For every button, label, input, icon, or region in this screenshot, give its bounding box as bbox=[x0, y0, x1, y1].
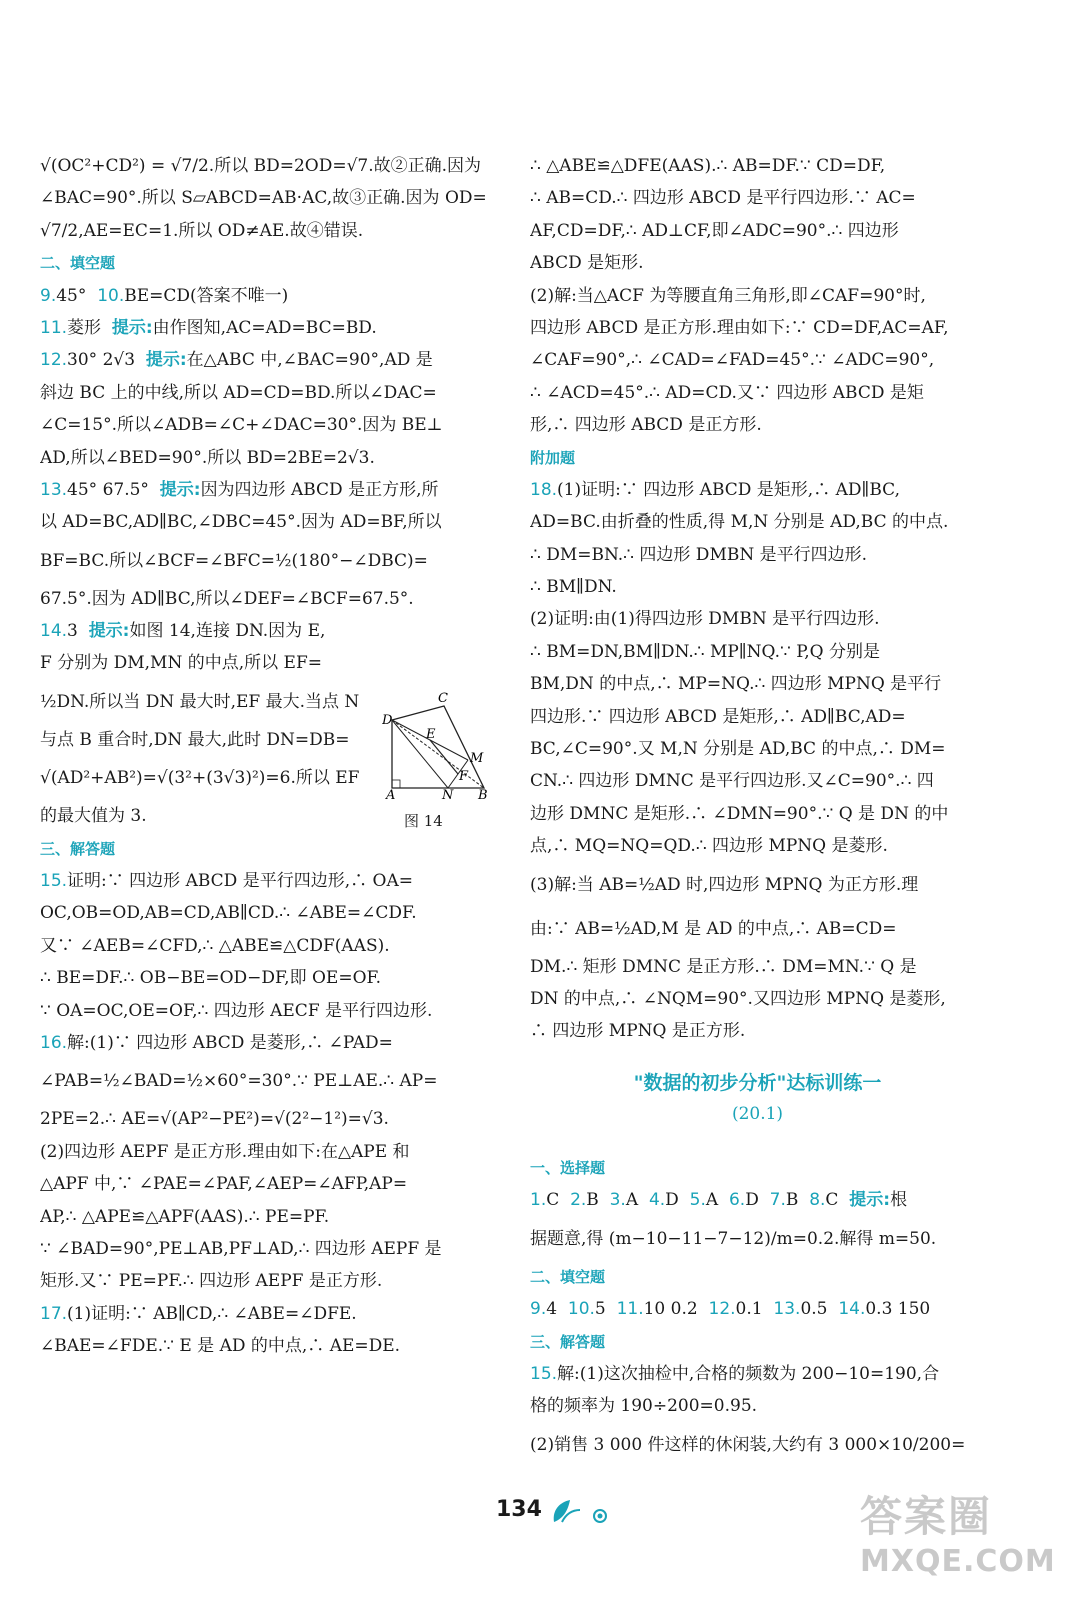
text-line: ∴ AB=CD.∴ 四边形 ABCD 是平行四边形.∵ AC= bbox=[530, 188, 916, 209]
section-heading-choice: 一、选择题 bbox=[530, 1159, 606, 1177]
text-line: BM,DN 的中点,∴ MP=NQ.∴ 四边形 MPNQ 是平行 bbox=[530, 674, 942, 695]
hint-label: 提示: bbox=[111, 317, 153, 338]
question-number: 11. bbox=[616, 1299, 644, 1320]
section-heading-fill: 二、填空题 bbox=[40, 254, 116, 273]
hint-label: 提示: bbox=[159, 479, 201, 500]
text-line: ABCD 是矩形. bbox=[530, 253, 644, 274]
text-line: √(AD²+AB²)=√(3²+(3√3)²)=6.所以 EF bbox=[40, 768, 360, 789]
text-line: △APF 中,∵ ∠PAE=∠PAF,∠AEP=∠AFP,AP= bbox=[40, 1174, 408, 1195]
answer: (1)证明:∵ 四边形 ABCD 是矩形,∴ AD∥BC, bbox=[557, 479, 900, 500]
exercise-answers bbox=[530, 1152, 985, 1467]
answer: 10 0.2 bbox=[643, 1299, 698, 1320]
question-number: 1. bbox=[530, 1190, 547, 1211]
text-line: 点,∴ MQ=NQ=QD.∴ 四边形 MPNQ 是菱形. bbox=[530, 836, 888, 857]
text-line: 由:∵ AB=½AD,M 是 AD 的中点,∴ AB=CD= bbox=[530, 918, 897, 939]
section-heading-solve: 三、解答题 bbox=[40, 839, 116, 858]
answer: (1)证明:∵ AB∥CD,∴ ∠ABE=∠DFE. bbox=[67, 1303, 357, 1324]
watermark-text: 答案圈 bbox=[860, 1492, 993, 1541]
answer: 菱形 bbox=[67, 317, 102, 338]
text-line: AD=BC.由折叠的性质,得 M,N 分别是 AD,BC 的中点. bbox=[530, 512, 949, 533]
answer-q13 bbox=[40, 474, 492, 506]
text-line: F 分别为 DM,MN 的中点,所以 EF= bbox=[40, 653, 322, 674]
text-line: ∴ BM∥DN. bbox=[530, 577, 617, 598]
text-line: ∴ BE=DF.∴ OB−BE=OD−DF,即 OE=OF. bbox=[40, 968, 382, 989]
text-line: BF=BC.所以∠BCF=∠BFC=½(180°−∠DBC)= bbox=[40, 550, 428, 571]
answer: C bbox=[546, 1190, 560, 1211]
text-line: ∵ ∠BAD=90°,PE⊥AB,PF⊥AD,∴ 四边形 AEPF 是 bbox=[40, 1238, 442, 1259]
text-line: ∠BAC=90°.所以 S▱ABCD=AB·AC,故③正确.因为 OD= bbox=[40, 188, 487, 209]
text-line: 以 AD=BC,AD∥BC,∠DBC=45°.因为 AD=BF,所以 bbox=[40, 512, 442, 533]
question-number: 15. bbox=[530, 1363, 558, 1384]
text-line: ∠C=15°.所以∠ADB=∠C+∠DAC=30°.因为 BE⊥ bbox=[40, 415, 443, 436]
label-m: M bbox=[470, 751, 484, 766]
text-line: 的最大值为 3. bbox=[40, 806, 147, 827]
text-line: √(OC²+CD²) = √7/2.所以 BD=2OD=√7.故②正确.因为 bbox=[40, 156, 482, 176]
segment-ef bbox=[430, 740, 458, 774]
text-line: 矩形.又∵ PE=PF.∴ 四边形 AEPF 是正方形. bbox=[40, 1271, 383, 1292]
hint-label: 提示: bbox=[88, 621, 130, 642]
answer: 30° 2√3 bbox=[67, 350, 136, 371]
text-line: 四边形.∵ 四边形 ABCD 是矩形,∴ AD∥BC,AD= bbox=[530, 706, 906, 727]
answer: BE=CD(答案不唯一) bbox=[124, 285, 289, 306]
section-heading-fill: 二、填空题 bbox=[530, 1267, 606, 1286]
text-line: ∴ △ABE≌△DFE(AAS).∴ AB=DF.∵ CD=DF, bbox=[530, 156, 886, 176]
text-line: (2)证明:由(1)得四边形 DMBN 是平行四边形. bbox=[530, 609, 880, 630]
text-line: DM.∴ 矩形 DMNC 是正方形.∴ DM=MN.∵ Q 是 bbox=[530, 956, 917, 977]
answer: 3 bbox=[67, 621, 78, 642]
text-line: (2)四边形 AEPF 是正方形.理由如下:在△APE 和 bbox=[40, 1141, 410, 1162]
answer: 45° 67.5° bbox=[67, 479, 149, 500]
page-number: 134 bbox=[496, 1497, 542, 1522]
figure-14-diagram bbox=[382, 688, 490, 800]
text-line: ∴ 四边形 MPNQ 是正方形. bbox=[530, 1021, 746, 1042]
exercise-subtitle: (20.1) bbox=[731, 1104, 784, 1124]
section-heading-solve: 三、解答题 bbox=[530, 1332, 606, 1351]
label-a: A bbox=[386, 788, 396, 800]
text-line: AD,所以∠BED=90°.所以 BD=2BE=2√3. bbox=[40, 447, 375, 468]
text-line: 形,∴ 四边形 ABCD 是正方形. bbox=[530, 415, 762, 436]
answer: 证明:∵ 四边形 ABCD 是平行四边形,∴ OA= bbox=[67, 871, 413, 892]
question-number: 10. bbox=[567, 1299, 595, 1320]
label-e: E bbox=[426, 727, 436, 742]
text-line: OC,OB=OD,AB=CD,AB∥CD.∴ ∠ABE=∠CDF. bbox=[40, 903, 417, 924]
answer-q15 bbox=[530, 1358, 985, 1390]
label-n: N bbox=[442, 788, 454, 800]
hint-label: 提示: bbox=[849, 1190, 891, 1211]
right-angle-mark bbox=[392, 780, 400, 788]
question-number: 6. bbox=[728, 1190, 746, 1211]
answer: B bbox=[785, 1190, 799, 1211]
text-line: √7/2,AE=EC=1.所以 OD≠AE.故④错误. bbox=[40, 220, 364, 241]
answer: B bbox=[586, 1190, 599, 1211]
text-line: DN 的中点,∴ ∠NQM=90°.又四边形 MPNQ 是菱形, bbox=[530, 988, 946, 1009]
question-number: 5. bbox=[689, 1190, 706, 1211]
answer: D bbox=[745, 1190, 759, 1211]
label-b: B bbox=[478, 788, 488, 800]
text-line: 2PE=2.∴ AE=√(AP²−PE²)=√(2²−1²)=√3. bbox=[40, 1109, 389, 1130]
question-number: 13. bbox=[40, 479, 68, 500]
question-number: 13. bbox=[773, 1299, 801, 1320]
question-number: 18. bbox=[530, 479, 558, 500]
choice-answers bbox=[530, 1184, 985, 1216]
text-line: CN.∴ 四边形 DMNC 是平行四边形.又∠C=90°.∴ 四 bbox=[530, 771, 934, 792]
hint-label: 提示: bbox=[145, 350, 187, 371]
text-line: ∠BAE=∠FDE.∵ E 是 AD 的中点,∴ AE=DE. bbox=[40, 1336, 401, 1357]
hint-text: 由作图知,AC=AD=BC=BD. bbox=[152, 317, 377, 338]
question-number: 17. bbox=[40, 1303, 68, 1324]
text-line: (3)解:当 AB=½AD 时,四边形 MPNQ 为正方形.理 bbox=[530, 874, 919, 895]
answer: 5 bbox=[594, 1299, 606, 1320]
text-line: BC,∠C=90°.又 M,N 分别是 AD,BC 的中点,∴ DM= bbox=[530, 739, 946, 760]
label-d: D bbox=[382, 713, 393, 728]
exercise-title: "数据的初步分析"达标训练一 bbox=[633, 1072, 882, 1094]
answer-q16 bbox=[40, 1027, 492, 1059]
text-line: (2)销售 3 000 件这样的休闲装,大约有 3 000×10/200= bbox=[530, 1434, 966, 1455]
text-line: ∴ ∠ACD=45°.∴ AD=CD.又∵ 四边形 ABCD 是矩 bbox=[530, 382, 924, 403]
question-number: 10. bbox=[97, 285, 125, 306]
text-line: 据题意,得 (m−10−11−7−12)/m=0.2.解得 m=50. bbox=[530, 1228, 937, 1249]
question-number: 14. bbox=[40, 621, 68, 642]
hint-text: 在△ABC 中,∠BAC=90°,AD 是 bbox=[186, 350, 433, 371]
segment-dn bbox=[392, 720, 448, 788]
watermark-url: MXQE.COM bbox=[860, 1544, 1056, 1579]
figure-caption: 图 14 bbox=[404, 812, 443, 830]
text-line: ½DN.所以当 DN 最大时,EF 最大.当点 N bbox=[40, 691, 360, 712]
text-line: 四边形 ABCD 是正方形.理由如下:∵ CD=DF,AC=AF, bbox=[530, 317, 949, 338]
answer: 0.1 bbox=[735, 1299, 763, 1320]
text-line: 与点 B 重合时,DN 最大,此时 DN=DB= bbox=[40, 729, 350, 750]
hint-text: 因为四边形 ABCD 是正方形,所 bbox=[200, 479, 439, 500]
text-line: 又∵ ∠AEB=∠CFD,∴ △ABE≌△CDF(AAS). bbox=[40, 935, 390, 956]
question-number: 3. bbox=[609, 1190, 626, 1211]
question-number: 9. bbox=[530, 1299, 547, 1320]
question-number: 16. bbox=[40, 1032, 68, 1053]
answer: 4 bbox=[546, 1299, 558, 1320]
text-line: ∠CAF=90°,∴ ∠CAD=∠FAD=45°.∵ ∠ADC=90°, bbox=[530, 350, 935, 371]
question-number: 2. bbox=[570, 1190, 587, 1211]
label-c: C bbox=[438, 691, 448, 706]
question-number: 14. bbox=[838, 1299, 866, 1320]
answer: 0.3 150 bbox=[865, 1299, 931, 1320]
question-number: 12. bbox=[708, 1299, 736, 1320]
text-line: 边形 DMNC 是矩形.∴ ∠DMN=90°.∵ Q 是 DN 的中 bbox=[530, 803, 949, 824]
text-line: 斜边 BC 上的中线,所以 AD=CD=BD.所以∠DAC= bbox=[40, 382, 437, 403]
answer: 0.5 bbox=[800, 1299, 828, 1320]
text-line: ∵ OA=OC,OE=OF,∴ 四边形 AECF 是平行四边形. bbox=[40, 1000, 433, 1021]
answer: 解:(1)这次抽检中,合格的频数为 200−10=190,合 bbox=[557, 1363, 940, 1384]
text-line: ∴ DM=BN.∴ 四边形 DMBN 是平行四边形. bbox=[530, 544, 868, 565]
answer-q18 bbox=[530, 474, 985, 506]
answer: A bbox=[705, 1190, 719, 1211]
watermark-logo bbox=[860, 1484, 1065, 1596]
question-number: 9. bbox=[40, 285, 57, 306]
answer-q9-q10 bbox=[40, 280, 492, 312]
answer-q12 bbox=[40, 344, 492, 376]
answer-q11 bbox=[40, 312, 492, 344]
answer: D bbox=[665, 1190, 679, 1211]
text-line: 格的频率为 190÷200=0.95. bbox=[530, 1396, 758, 1417]
question-number: 12. bbox=[40, 350, 68, 371]
text-line: AP,∴ △APE≌△APF(AAS).∴ PE=PF. bbox=[40, 1206, 330, 1227]
text-line: ∴ BM=DN,BM∥DN.∴ MP∥NQ.∵ P,Q 分别是 bbox=[530, 641, 881, 662]
answer: A bbox=[625, 1190, 639, 1211]
answer-q17 bbox=[40, 1298, 492, 1330]
answer: 解:(1)∵ 四边形 ABCD 是菱形,∴ ∠PAD= bbox=[67, 1032, 393, 1053]
answer-q14 bbox=[40, 615, 492, 647]
right-column bbox=[530, 150, 985, 1048]
question-number: 4. bbox=[648, 1190, 666, 1211]
label-f: F bbox=[459, 769, 469, 784]
question-number: 7. bbox=[769, 1190, 786, 1211]
question-number: 15. bbox=[40, 871, 68, 892]
question-number: 8. bbox=[809, 1190, 826, 1211]
text-line: AF,CD=DF,∴ AD⊥CF,即∠ADC=90°.∴ 四边形 bbox=[530, 220, 899, 241]
answer: C bbox=[825, 1190, 839, 1211]
answer-q15 bbox=[40, 865, 492, 897]
text-line: 67.5°.因为 AD∥BC,所以∠DEF=∠BCF=67.5°. bbox=[40, 588, 414, 609]
text-line: (2)解:当△ACF 为等腰直角三角形,即∠CAF=90°时, bbox=[530, 285, 926, 306]
fill-answers bbox=[530, 1293, 985, 1325]
question-number: 11. bbox=[40, 317, 68, 338]
hint-text: 如图 14,连接 DN.因为 E, bbox=[129, 621, 326, 642]
leaf-swirl-logo-icon bbox=[548, 1496, 620, 1526]
hint-text: 根 bbox=[890, 1190, 908, 1211]
text-line: ∠PAB=½∠BAD=½×60°=30°.∵ PE⊥AE.∴ AP= bbox=[40, 1071, 438, 1092]
section-heading-extra: 附加题 bbox=[530, 448, 576, 467]
answer: 45° bbox=[56, 285, 87, 306]
